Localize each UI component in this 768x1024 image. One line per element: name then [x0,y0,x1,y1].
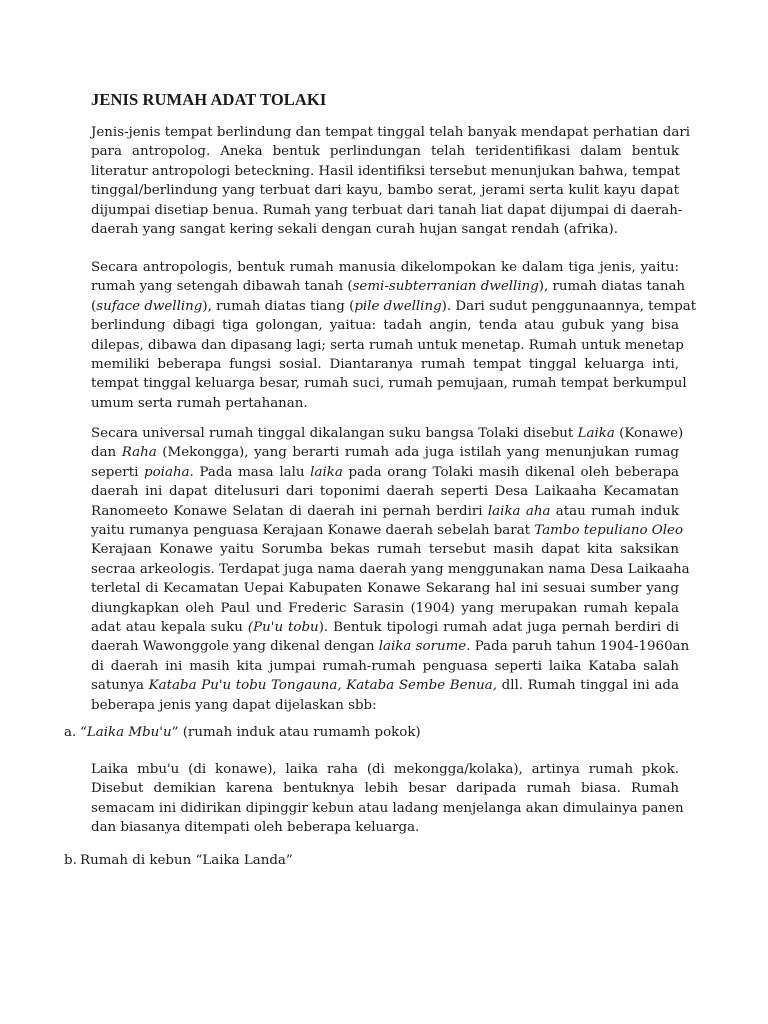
paragraph-line: berlindung dibagi tiga golongan, yaitua: tadah angin, tenda atau gubuk yang bisa [91,318,679,334]
paragraph-line: Kerajaan Konawe yaitu Sorumba bekas rumah tersebut masih dapat kita saksikan [91,542,679,558]
paragraph-line: literatur antropologi beteckning. Hasil identifiksi tersebut menunjukan bahwa, tempat [91,163,681,179]
text-run: ), rumah diatas tiang ( [202,298,355,314]
text-run: yaitu rumanya penguasa Kerajaan Konawe daerah sebelah barat [91,523,535,539]
text-run: satunya [91,678,149,694]
text-run: (Mekongga), yang berarti rumah ada juga istilah yang menunjukan rumag [156,445,680,461]
paragraph-line: dilepas, dibawa dan dipasang lagi; serta rumah untuk menetap. Rumah untuk menetap [91,337,684,353]
paragraph-line [91,443,679,462]
paragraph-line: semacam ini didirikan dipinggir kebun atau ladang menjelanga akan dimulainya panen [91,800,684,816]
text-run: “ [80,725,87,740]
text-run: rumah yang setengah dibawah tanah ( [91,279,353,295]
paragraph-line: diungkapkan oleh Paul und Frederic Sarasin (1904) yang merupakan rumah kepala [91,600,679,616]
text-run: Secara universal rumah tinggal dikalangan suku bangsa Tolaki disebut [91,426,578,441]
text-run: Rumah di kebun “Laika Landa” [80,853,293,868]
italic-term: laika [310,464,343,480]
text-run: ). Dari sudut penggunaannya, tempat [441,298,697,314]
paragraph-line: memiliki beberapa fungsi sosial. Diantaranya rumah tempat tinggal keluarga inti, [91,357,679,373]
paragraph-line: tinggal/berlindung yang terbuat dari kayu, bambo serat, jerami serta kulit kayu dapat [91,183,679,199]
text-run: ( [91,298,97,314]
italic-term: laika sorume. [378,639,471,655]
text-run: pada orang Tolaki masih dikenal oleh beberapa [342,464,679,480]
paragraph-3 [91,424,690,715]
italic-term: Tambo tepuliano Oleo [534,523,684,539]
list-label: b. [64,853,77,868]
text-run: adat atau kepala suku [91,620,248,636]
italic-term: Raha [121,445,157,461]
paragraph-1 [91,123,691,239]
italic-term: Kataba Pu'u tobu Tongauna, Kataba Sembe Benua, [148,678,498,694]
paragraph-line: daerah ini dapat ditelusuri dari toponimi daerah seperti Desa Laikaaha Kecamatan [91,484,679,500]
paragraph-line: dijumpai disetiap benua. Rumah yang terbuat dari tanah liat dapat dijumpai di daerah- [91,202,683,218]
paragraph-line: terletal di Kecamatan Uepai Kabupaten Konawe Sekarang hal ini sesuai sumber yang [91,581,679,597]
text-run: Pada paruh tahun 1904-1960an [470,639,690,655]
text-run: atau rumah induk [550,503,679,519]
paragraph-line: Secara antropologis, bentuk rumah manusia dikelompokan ke dalam tiga jenis, yaitu: [91,260,679,275]
italic-term: laika aha [487,503,551,519]
text-run: Pada masa lalu [193,464,311,480]
text-run: dan [91,445,122,461]
document-title: JENIS RUMAH ADAT TOLAKI [91,90,327,109]
paragraph-line: Jenis-jenis tempat berlindung dan tempat tinggal telah banyak mendapat perhatian dari [91,125,691,140]
paragraph-line [91,297,697,316]
paragraph-line: di daerah ini masih kita jumpai rumah-rumah penguasa seperti laika Kataba salah [91,658,679,674]
italic-term: Laika [577,426,615,441]
paragraph-line [91,637,690,656]
paragraph-line: secraa arkeologis. Terdapat juga nama daerah yang menggunakan nama Desa Laikaaha [91,561,690,577]
paragraph-line: para antropolog. Aneka bentuk perlindungan telah teridentifikasi dalam bentuk [91,144,679,160]
paragraph-line [91,463,679,482]
text-run: (Konawe) [614,426,684,441]
italic-term: (Pu'u tobu [247,620,319,636]
paragraph-line [91,618,679,637]
italic-term: suface dwelling [96,298,203,314]
paragraph-line: Laika mbu'u (di konawe), laika raha (di mekongga/kolaka), artinya rumah pkok. [91,762,679,777]
italic-term: semi-subterranian dwelling [352,279,539,295]
italic-term: poiaha. [144,464,194,480]
text-run: ). Bentuk tipologi rumah adat juga pernah berdiri di [318,620,679,636]
paragraph-line [91,521,684,540]
paragraph-line: beberapa jenis yang dapat dijelaskan sbb: [91,697,377,713]
paragraph-line: umum serta rumah pertahanan. [91,395,308,411]
paragraph-line: dan biasanya ditempati oleh beberapa keluarga. [91,820,420,836]
paragraph-4 [91,760,684,838]
text-run: daerah Wawonggole yang dikenal dengan [91,639,379,655]
text-run: ” [171,725,179,740]
paragraph-line: tempat tinggal keluarga besar, rumah suci, rumah pemujaan, rumah tempat berkumpul [91,376,687,392]
paragraph-line [91,502,679,521]
paragraph-line: Disebut demikian karena bentuknya lebih besar daripada rumah biasa. Rumah [91,781,679,797]
paragraph-line [91,424,684,443]
paragraph-line: daerah yang sangat kering sekali dengan curah hujan sangat rendah (afrika). [91,222,619,238]
paragraph-2 [91,258,697,413]
italic-term: Laika Mbu'u [86,725,172,740]
section-heading-a [64,723,421,742]
text-run: seperti [91,464,145,480]
text-run: dll. Rumah tinggal ini ada [497,678,679,694]
section-heading-b [64,851,293,870]
text-run: ), rumah diatas tanah [538,279,686,295]
paragraph-line [91,277,686,296]
text-run: (rumah induk atau rumamh pokok) [178,725,421,740]
italic-term: pile dwelling [354,298,442,314]
list-label: a. [64,725,77,740]
paragraph-line [91,676,679,695]
text-run: Ranomeeto Konawe Selatan di daerah ini pernah berdiri [91,503,488,519]
